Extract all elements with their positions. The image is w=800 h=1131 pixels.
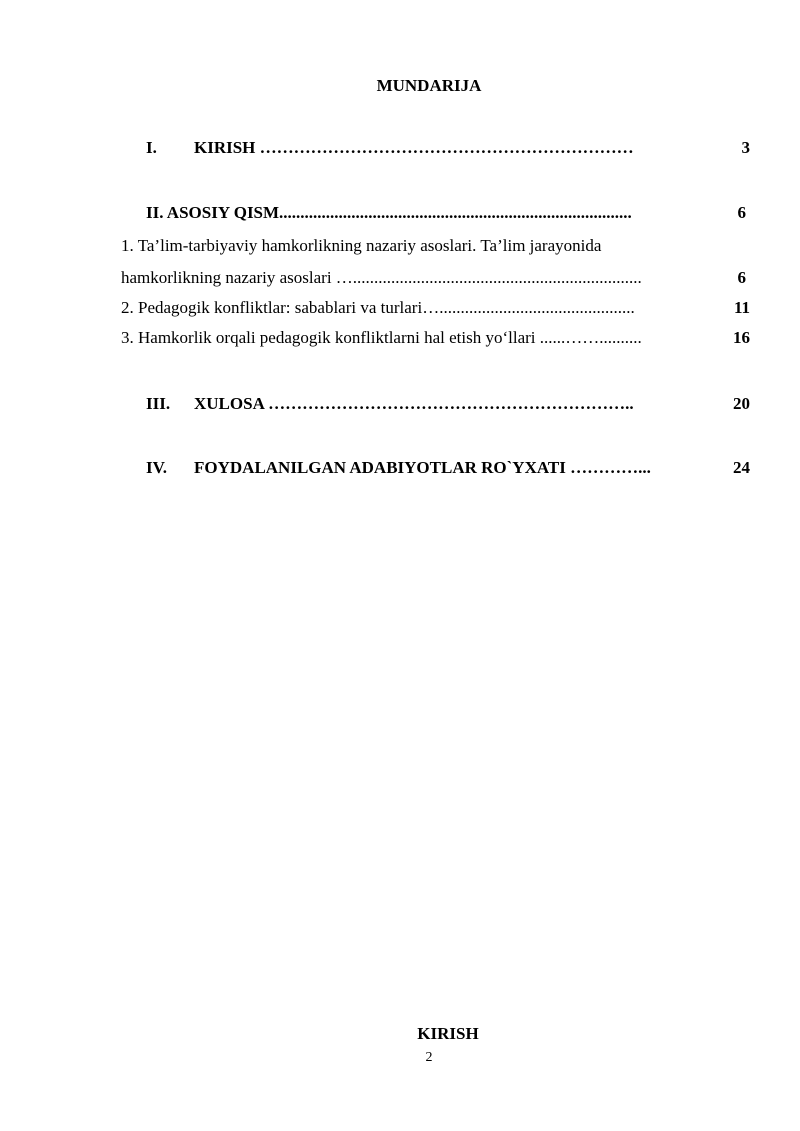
- toc-entry-page: 6: [737, 268, 746, 287]
- toc-entry-text: KIRISH …………………………………………………………: [194, 138, 634, 157]
- toc-entry-kirish[interactable]: [0, 136, 800, 160]
- toc-entry-text: 3. Hamkorlik orqali pedagogik konfliktlarni hal etish yo‘llari ......……..........: [121, 328, 642, 347]
- toc-entry-text: FOYDALANILGAN ADABIYOTLAR RO`YXATI …………...: [194, 458, 651, 477]
- toc-entry-text: XULOSA ………………………………………………………..: [194, 394, 634, 413]
- toc-entry-page: 20: [733, 394, 750, 413]
- next-section-heading: KIRISH: [417, 1024, 479, 1043]
- page-title: MUNDARIJA: [376, 76, 482, 95]
- toc-entry-asosiy-qism[interactable]: [0, 201, 800, 225]
- toc-entry-page: 3: [741, 138, 750, 157]
- toc-entry-number: III.: [146, 394, 171, 413]
- toc-entry-text: 1. Ta’lim-tarbiyaviy hamkorlikning nazariy asoslari. Ta’lim jarayonida: [121, 236, 602, 255]
- toc-entry-number: I.: [146, 138, 157, 157]
- toc-subentry-3[interactable]: [0, 326, 800, 350]
- toc-entry-number: IV.: [146, 458, 167, 477]
- toc-entry-page: 16: [733, 328, 750, 347]
- toc-subentry-2[interactable]: [0, 296, 800, 320]
- toc-entry-page: 11: [733, 298, 750, 317]
- toc-entry-page: 24: [733, 458, 750, 477]
- toc-entry-text: hamkorlikning nazariy asoslari …....................................................................: [121, 268, 642, 287]
- toc-entry-page: 6: [737, 203, 746, 222]
- page-number: 2: [425, 1050, 433, 1065]
- toc-subentry-1-line1[interactable]: [0, 234, 800, 258]
- toc-entry-text: 2. Pedagogik konfliktlar: sabablari va turlari…..............................................: [121, 298, 635, 317]
- toc-entry-adabiyotlar[interactable]: [0, 456, 800, 480]
- toc-entry-xulosa[interactable]: [0, 392, 800, 416]
- toc-subentry-1-line2[interactable]: [0, 266, 800, 290]
- toc-entry-text: II. ASOSIY QISM...................................................................................: [146, 203, 632, 222]
